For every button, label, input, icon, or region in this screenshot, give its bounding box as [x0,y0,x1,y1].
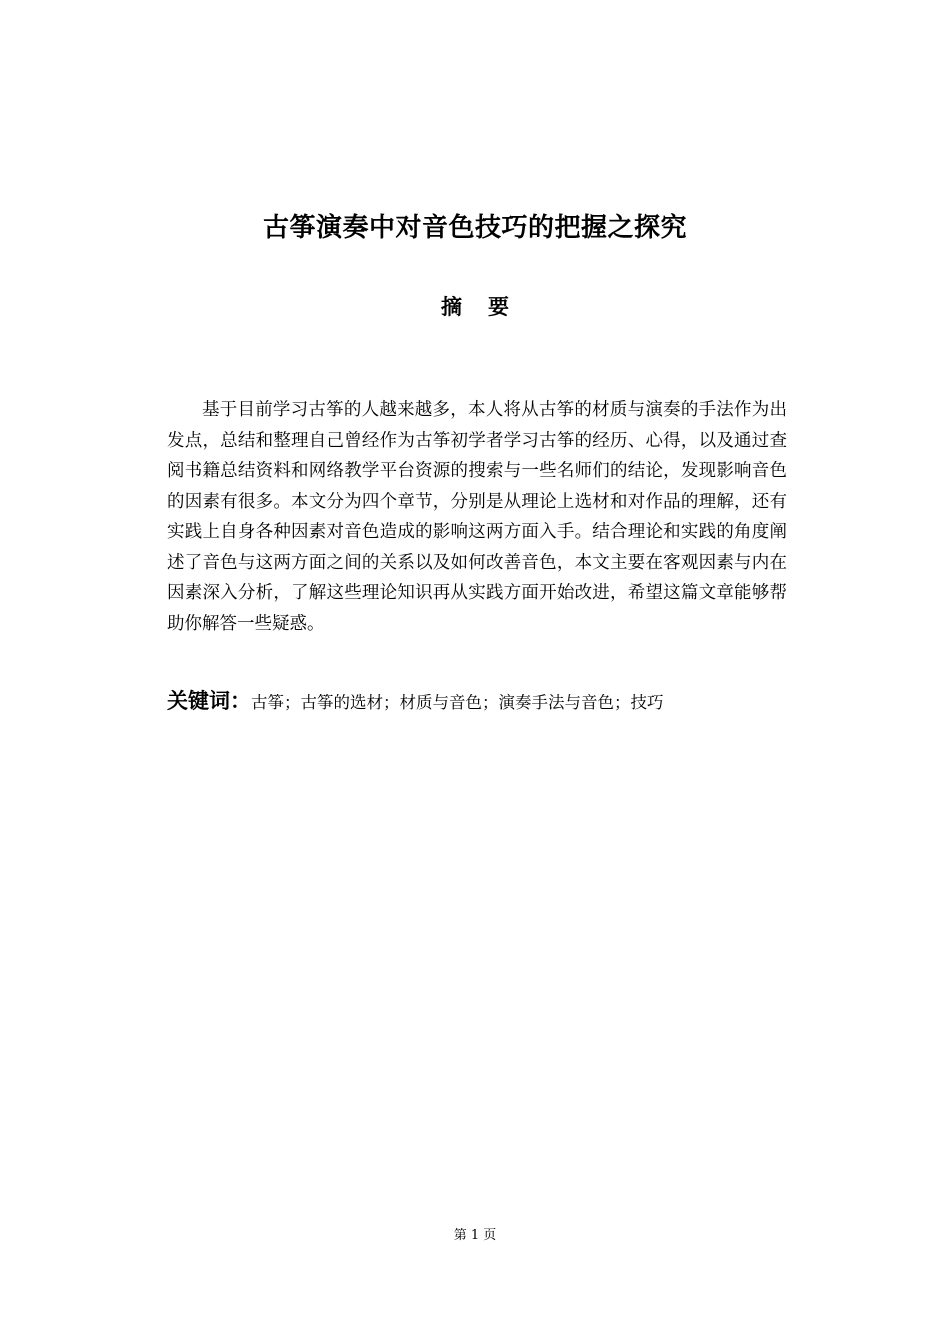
keywords-line [167,684,817,721]
page-number-footer: 第 1 页 [453,1228,497,1243]
keywords-label: 关键词： [167,689,251,713]
abstract-heading: 摘要 [441,295,535,319]
document-title: 古筝演奏中对音色技巧的把握之探究 [262,213,687,243]
abstract-body: 基于目前学习古筝的人越来越多，本人将从古筝的材质与演奏的手法作为出发点，总结和整理自己曾经作为古筝初学者学习古筝的经历、心得，以及通过查阅书籍总结资料和网络教学平台资源的搜索与一些名师们的结论，发现影响音色的因素有很多。本文分为四个章节，分别是从理论上选材和对作品的理解，还有实践上自身各种因素对音色造成的影响这两方面入手。结合理论和实践的角度阐述了音色与这两方面之间的关系以及如何改善音色，本文主要在客观因素与内在因素深入分析，了解这些理论知识再从实践方面开始改进，希望这篇文章能够帮助你解答一些疑惑。 [167,400,787,634]
keywords-text: 古筝；古筝的选材；材质与音色；演奏手法与音色；技巧 [251,693,664,712]
